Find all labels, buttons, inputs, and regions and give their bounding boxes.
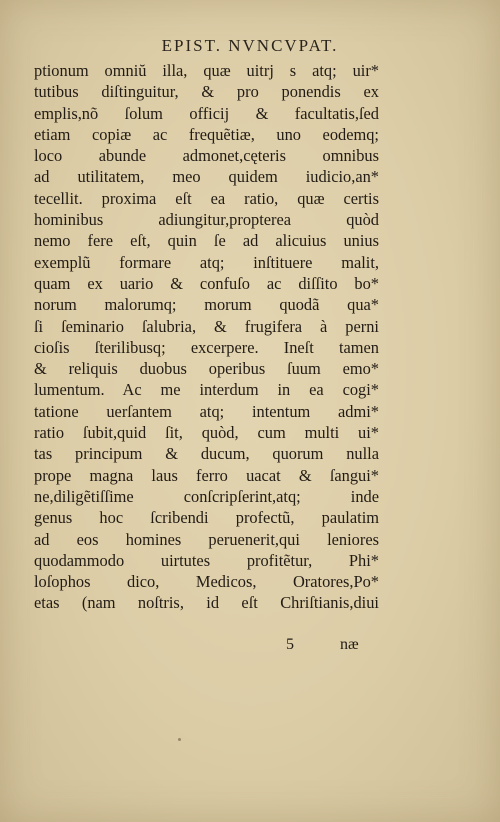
text-line: norum malorumq; morum quodã qua* <box>34 295 379 315</box>
text-line: tutibus diſtinguitur, & pro ponendis ex <box>34 82 379 102</box>
running-header: EPIST. NVNCVPAT. <box>161 36 339 55</box>
text-line: ratio ſubit,quid ſit, quòd, cum multi ui* <box>34 423 379 443</box>
body-text <box>34 60 379 614</box>
text-line: ad utilitatem, meo quidem iudicio,an* <box>34 167 379 187</box>
text-line: ad eos homines peruenerit,qui leniores <box>34 529 379 549</box>
text-line: quodammodo uirtutes profitẽtur, Phi* <box>34 550 379 570</box>
text-line: nemo fere eſt, quin ſe ad alicuius unius <box>34 231 379 251</box>
signature-mark: 5 <box>286 636 294 653</box>
text-line: exemplũ formare atq; inſtituere malit, <box>34 252 379 272</box>
text-line: tecellit. proxima eſt ea ratio, quæ certis <box>34 188 379 208</box>
text-line: genus hoc ſcribendi profectũ, paulatim <box>34 508 379 528</box>
text-line: ne,diligẽtiſſime conſcripſerint,atq; inde <box>34 486 379 506</box>
text-line: lumentum. Ac me interdum in ea cogi* <box>34 380 379 400</box>
text-line: tas principum & ducum, quorum nulla <box>34 444 379 464</box>
text-line: etiam copiæ ac frequẽtiæ, uno eodemq; <box>34 124 379 144</box>
text-line: prope magna laus ferro uacat & ſangui* <box>34 465 379 485</box>
text-line: emplis,nõ ſolum officij & facultatis,ſed <box>34 103 379 123</box>
text-line: tatione uerſantem atq; intentum admi* <box>34 401 379 421</box>
page-footer <box>0 636 500 660</box>
text-line: ſi ſeminario ſalubria, & frugifera à perni <box>34 316 379 336</box>
text-line: quam ex uario & confuſo ac diſſito bo* <box>34 273 379 293</box>
text-line: loco abunde admonet,cęteris omnibus <box>34 146 379 166</box>
text-line: ptionum omniŭ illa, quæ uitrj s atq; uir* <box>34 61 379 80</box>
paper-speck <box>178 738 181 741</box>
catchword: næ <box>340 636 359 653</box>
text-line: & reliquis duobus operibus ſuum emo* <box>34 359 379 379</box>
text-line: loſophos dico, Medicos, Oratores,Po* <box>34 572 379 592</box>
text-line: cioſis ſterilibusq; excerpere. Ineſt tamen <box>34 337 379 357</box>
text-line: hominibus adiungitur,propterea quòd <box>34 210 379 230</box>
text-line: etas (nam noſtris, id eſt Chriſtianis,diui <box>34 593 379 613</box>
